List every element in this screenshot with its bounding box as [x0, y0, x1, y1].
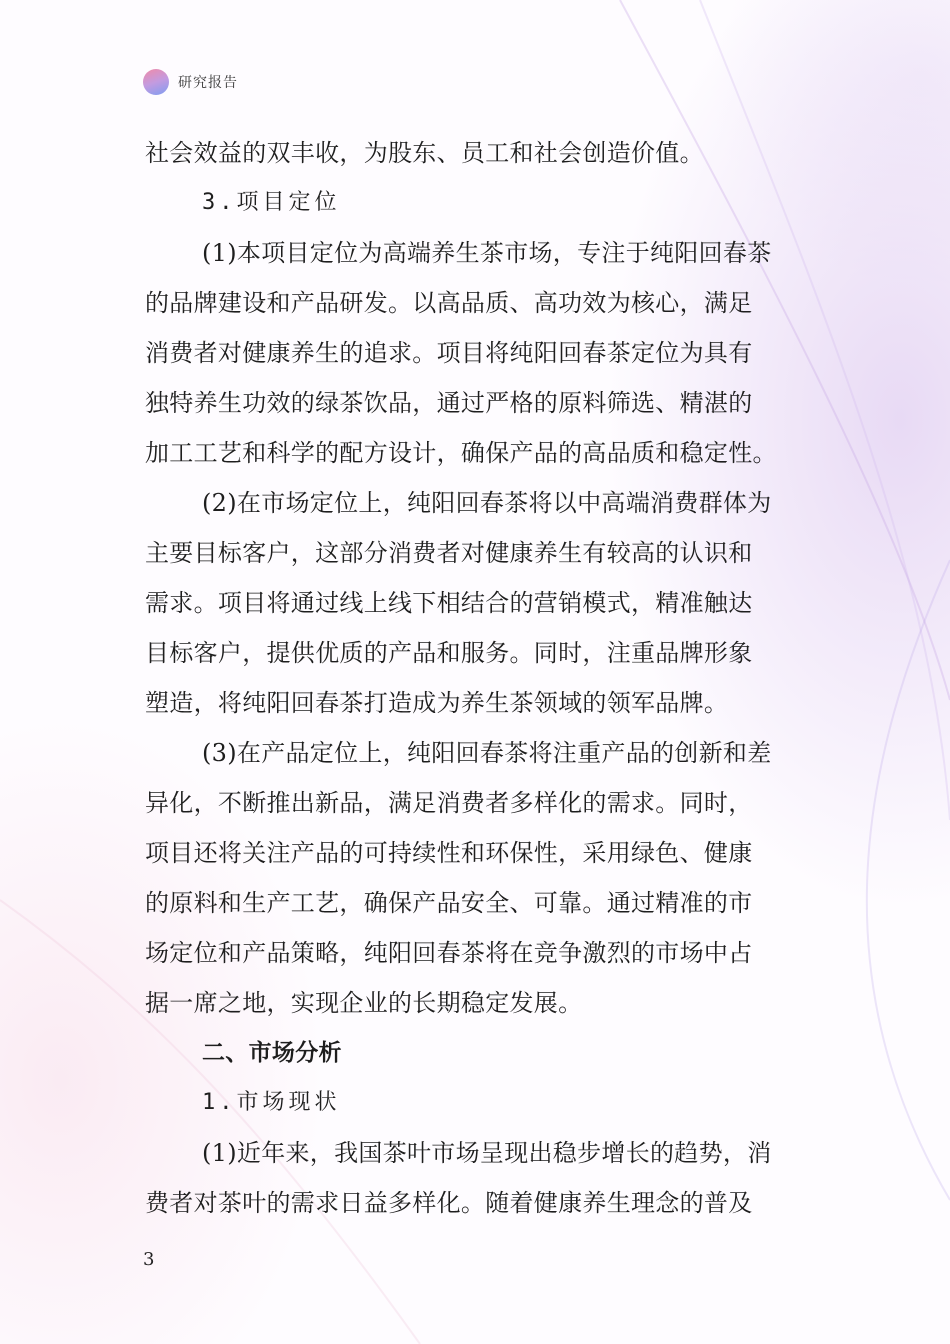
sub-heading: 3.项目定位	[202, 190, 341, 215]
page-number: 3	[143, 1249, 155, 1270]
body-line: 加工工艺和科学的配方设计，确保产品的高品质和稳定性。	[145, 439, 777, 467]
header-title: 研究报告	[178, 75, 238, 91]
section-heading: 二、市场分析	[202, 1040, 342, 1066]
body-line: 异化，不断推出新品，满足消费者多样化的需求。同时，	[145, 789, 753, 817]
body-line: 场定位和产品策略，纯阳回春茶将在竞争激烈的市场中占	[145, 939, 753, 967]
body-line: 的原料和生产工艺，确保产品安全、可靠。通过精准的市	[145, 889, 753, 917]
body-line: 的品牌建设和产品研发。以高品质、高功效为核心，满足	[145, 289, 753, 317]
paragraph-first-line: (1)近年来，我国茶叶市场呈现出稳步增长的趋势，消	[202, 1139, 772, 1167]
paragraph-first-line: (1)本项目定位为高端养生茶市场，专注于纯阳回春茶	[202, 239, 772, 267]
body-line: 独特养生功效的绿茶饮品，通过严格的原料筛选、精湛的	[145, 389, 753, 417]
paragraph-first-line: (2)在市场定位上，纯阳回春茶将以中高端消费群体为	[202, 489, 772, 517]
body-line: 社会效益的双丰收，为股东、员工和社会创造价值。	[145, 139, 704, 167]
body-line: 费者对茶叶的需求日益多样化。随着健康养生理念的普及	[145, 1189, 753, 1217]
body-line: 据一席之地，实现企业的长期稳定发展。	[145, 989, 583, 1017]
document-header	[143, 68, 238, 96]
paragraph-first-line: (3)在产品定位上，纯阳回春茶将注重产品的创新和差	[202, 739, 772, 767]
body-line: 塑造，将纯阳回春茶打造成为养生茶领域的领军品牌。	[145, 689, 729, 717]
body-line: 主要目标客户，这部分消费者对健康养生有较高的认识和	[145, 539, 753, 567]
body-line: 消费者对健康养生的追求。项目将纯阳回春茶定位为具有	[145, 339, 753, 367]
document-body	[145, 128, 810, 1228]
sub-heading: 1.市场现状	[202, 1090, 341, 1115]
body-line: 项目还将关注产品的可持续性和环保性，采用绿色、健康	[145, 839, 753, 867]
body-line: 目标客户，提供优质的产品和服务。同时，注重品牌形象	[145, 639, 753, 667]
body-line: 需求。项目将通过线上线下相结合的营销模式，精准触达	[145, 589, 753, 617]
logo-circle-icon	[143, 69, 169, 95]
